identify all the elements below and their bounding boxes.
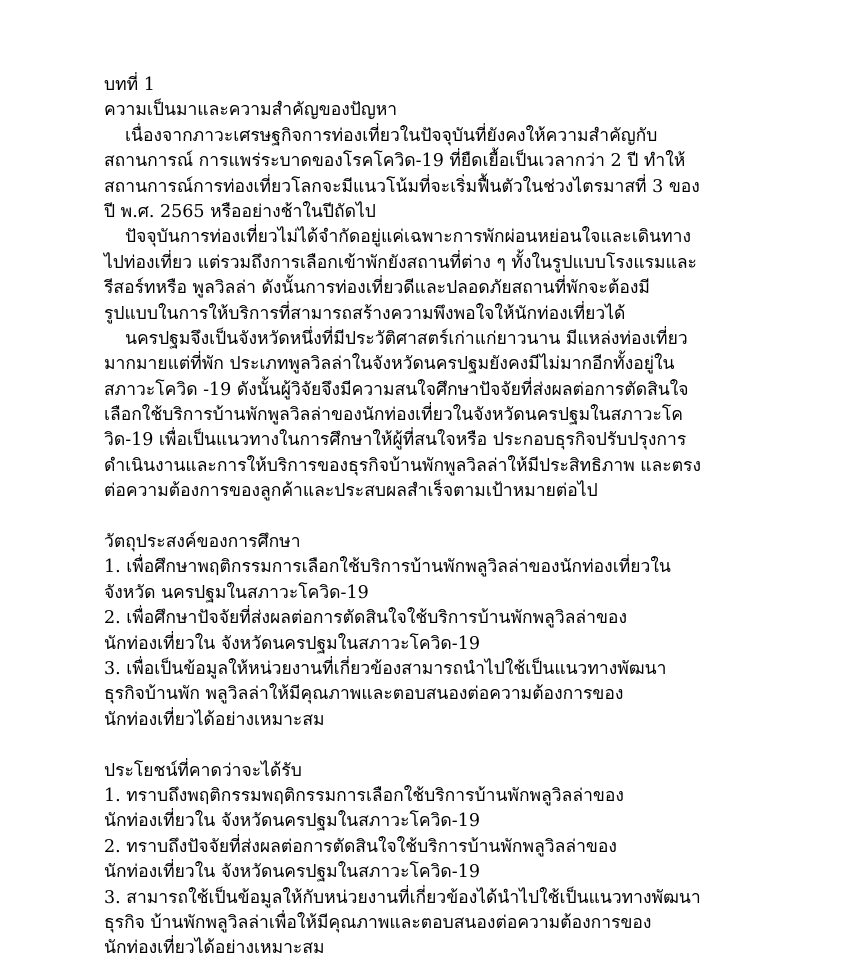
benefit-line: นักท่องเที่ยวใน จังหวัดนครปฐมในสภาวะโควิด-19 (104, 811, 480, 832)
benefit-line: ธุรกิจ บ้านพักพลูวิลล่าเพื่อให้มีคุณภาพและตอบสนองต่อความต้องการของ (104, 912, 652, 933)
background-section (104, 98, 764, 504)
objective-line: จังหวัด นครปฐมในสภาวะโควิด-19 (104, 582, 369, 603)
paragraph-line: ต่อความต้องการของลูกค้าและประสบผลสำเร็จตามเป้าหมายต่อไป (104, 481, 598, 502)
objectives-heading: วัตถุประสงค์ของการศึกษา (104, 532, 301, 553)
paragraph-line: ปี พ.ศ. 2565 หรืออย่างช้าในปีถัดไป (104, 201, 376, 222)
paragraph-line: ดำเนินงานและการให้บริการของธุรกิจบ้านพักพูลวิลล่าให้มีประสิทธิภาพ และตรง (104, 455, 701, 476)
objective-line: 3. เพื่อเป็นข้อมูลให้หน่วยงานที่เกี่ยวข้องสามารถนำไปใช้เป็นแนวทางพัฒนา (104, 658, 667, 679)
benefit-line: นักท่องเที่ยวได้อย่างเหมาะสม (104, 938, 325, 959)
paragraph-line: รูปแบบในการให้บริการที่สามารถสร้างความพึงพอใจให้นักท่องเที่ยวได้ (104, 303, 626, 324)
objective-line: 2. เพื่อศึกษาปัจจัยที่ส่งผลต่อการตัดสินใจใช้บริการบ้านพักพลูวิลล่าของ (104, 608, 627, 629)
objective-line: ธุรกิจบ้านพัก พลูวิลล่าให้มีคุณภาพและตอบสนองต่อความต้องการของ (104, 684, 624, 705)
paragraph-line: สภาวะโควิด -19 ดังนั้นผู้วิจัยจึงมีความสนใจศึกษาปัจจัยที่ส่งผลต่อการตัดสินใจ (104, 379, 689, 400)
paragraph-line: นครปฐมจึงเป็นจังหวัดหนึ่งที่มีประวัติศาสตร์เก่าแก่ยาวนาน มีแหล่งท่องเที่ยว (125, 328, 688, 349)
paragraph-line: รีสอร์ทหรือ พูลวิลล่า ดังนั้นการท่องเที่ยวดีและปลอดภัยสถานที่พักจะต้องมี (104, 278, 650, 299)
paragraph-line: ปัจจุบันการท่องเที่ยวไม่ได้จำกัดอยู่แค่เฉพาะการพักผ่อนหย่อนใจและเดินทาง (125, 227, 692, 248)
section-spacer (104, 505, 764, 530)
benefits-section (104, 759, 764, 962)
section-spacer (104, 733, 764, 758)
paragraph-line: สถานการณ์การท่องเที่ยวโลกจะมีแนวโน้มที่จะเริ่มฟื้นตัวในช่วงไตรมาสที่ 3 ของ (104, 176, 700, 197)
paragraph-line: มากมายแต่ที่พัก ประเภทพูลวิลล่าในจังหวัดนครปฐมยังคงมีไม่มากอีกทั้งอยู่ใน (104, 354, 675, 375)
paragraph-line: สถานการณ์ การแพร่ระบาดของโรคโควิด-19 ที่ยืดเยื้อเป็นเวลากว่า 2 ปี ทำให้ (104, 151, 686, 172)
benefit-line: นักท่องเที่ยวใน จังหวัดนครปฐมในสภาวะโควิด-19 (104, 862, 480, 883)
objective-line: นักท่องเที่ยวได้อย่างเหมาะสม (104, 709, 325, 730)
background-paragraph-2 (104, 225, 764, 327)
objective-line: 1. เพื่อศึกษาพฤติกรรมการเลือกใช้บริการบ้านพักพลูวิลล่าของนักท่องเที่ยวใน (104, 557, 671, 578)
objective-line: นักท่องเที่ยวใน จังหวัดนครปฐมในสภาวะโควิด-19 (104, 633, 480, 654)
paragraph-line: วิด-19 เพื่อเป็นแนวทางในการศึกษาให้ผู้ที่สนใจหรือ ประกอบธุรกิจปรับปรุงการ (104, 430, 687, 451)
chapter-title: บทที่ 1 (104, 75, 155, 95)
objectives-section (104, 530, 764, 733)
background-paragraph-1 (104, 124, 764, 226)
background-heading: ความเป็นมาและความสำคัญของปัญหา (104, 100, 398, 121)
paragraph-line: ไปท่องเที่ยว แต่รวมถึงการเลือกเข้าพักยังสถานที่ต่าง ๆ ทั้งในรูปแบบโรงแรมและ (104, 252, 697, 273)
benefit-line: 1. ทราบถึงพฤติกรรมพฤติกรรมการเลือกใช้บริการบ้านพักพลูวิลล่าของ (104, 785, 624, 806)
benefit-line: 2. ทราบถึงปัจจัยที่ส่งผลต่อการตัดสินใจใช้บริการบ้านพักพลูวิลล่าของ (104, 836, 617, 857)
background-paragraph-3 (104, 327, 764, 505)
paragraph-line: เลือกใช้บริการบ้านพักพูลวิลล่าของนักท่องเที่ยวในจังหวัดนครปฐมในสภาวะโค (104, 405, 684, 426)
paragraph-line: เนื่องจากภาวะเศรษฐกิจการท่องเที่ยวในปัจจุบันที่ยังคงให้ความสำคัญกับ (125, 125, 658, 146)
benefits-heading: ประโยชน์ที่คาดว่าจะได้รับ (104, 760, 302, 781)
benefit-line: 3. สามารถใช้เป็นข้อมูลให้กับหน่วยงานที่เกี่ยวข้องได้นำไปใช้เป็นแนวทางพัฒนา (104, 887, 701, 908)
document-page (104, 73, 764, 962)
